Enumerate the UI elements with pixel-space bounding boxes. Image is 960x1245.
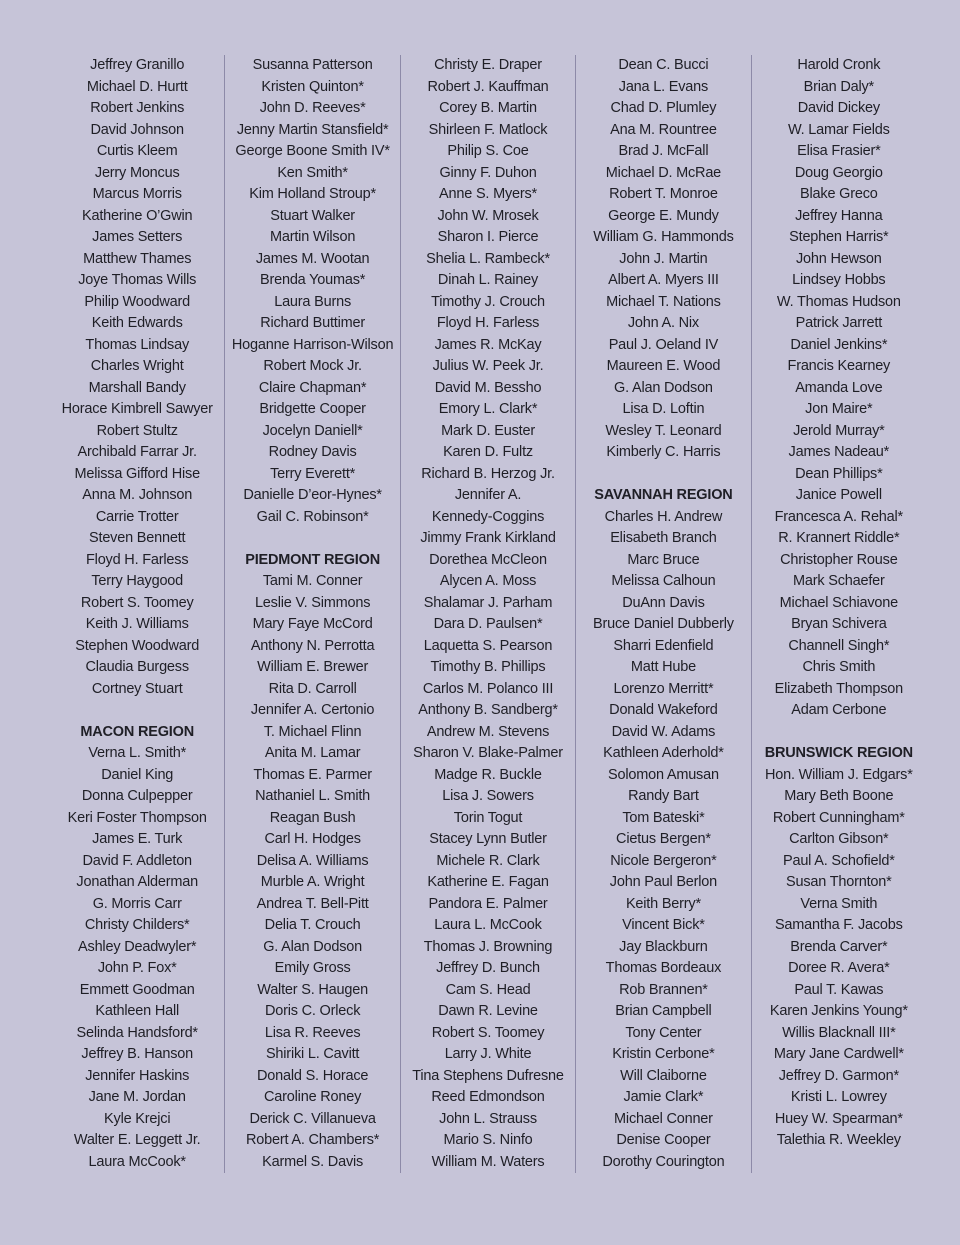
member-name: Donald Wakeford: [609, 702, 718, 718]
member-name: Shelia L. Rambeck*: [426, 250, 550, 267]
member-name: Stuart Walker: [270, 207, 355, 224]
member-name: Albert A. Myers III: [608, 272, 719, 288]
member-name: Christy Childers*: [84, 917, 190, 933]
member-name: Walter S. Haugen: [257, 981, 368, 998]
member-name: Daniel King: [101, 766, 174, 783]
member-name: Corey B. Martin: [439, 100, 537, 116]
member-name: Timothy B. Phillips: [430, 659, 546, 675]
member-name: Jonathan Alderman: [76, 874, 198, 890]
member-name: John D. Reeves*: [259, 100, 366, 116]
member-name: Laura McCook*: [88, 1153, 186, 1170]
member-name: Sharon V. Blake-Palmer: [413, 745, 563, 761]
member-name: Thomas E. Parmer: [253, 766, 372, 783]
member-name: Kim Holland Stroup*: [249, 186, 376, 202]
member-name: Andrew M. Stevens: [426, 723, 550, 740]
member-name: Timothy J. Crouch: [431, 293, 545, 310]
member-name: Steven Bennett: [89, 530, 186, 546]
member-name: Robert A. Chambers*: [246, 1132, 380, 1148]
member-name: Kristin Cerbone*: [612, 1046, 715, 1062]
member-name: Carl H. Hodges: [264, 831, 361, 847]
member-name: John Paul Berlon: [609, 874, 718, 890]
member-name: Keri Foster Thompson: [67, 809, 207, 826]
member-name: Michael Schiavone: [779, 594, 898, 611]
member-name: Horace Kimbrell Sawyer: [61, 401, 213, 417]
member-name: Kristi L. Lowrey: [790, 1089, 887, 1105]
member-name: Jana L. Evans: [618, 78, 709, 95]
member-name: Brad J. McFall: [618, 143, 709, 159]
member-name: Sharri Edenfield: [613, 637, 714, 654]
member-name: John P. Fox*: [97, 960, 177, 976]
member-name: Ginny F. Duhon: [439, 164, 537, 181]
name-column-2: [224, 55, 399, 1173]
member-name: Melissa Calhoun: [611, 573, 716, 589]
member-name: Selinda Handsford*: [76, 1024, 198, 1041]
member-name: Kathleen Hall: [95, 1003, 180, 1019]
member-name: Charles H. Andrew: [604, 508, 723, 525]
member-name: T. Michael Flinn: [263, 723, 362, 740]
member-name: Talethia R. Weekley: [776, 1132, 901, 1148]
member-name: Katherine O’Gwin: [81, 207, 193, 224]
member-name: Tina Stephens Dufresne: [412, 1067, 564, 1084]
member-name: Carlos M. Polanco III: [422, 680, 554, 697]
member-name: George Boone Smith IV*: [235, 143, 390, 159]
member-name: Caroline Roney: [264, 1089, 362, 1105]
member-name: Dorethea McCleon: [429, 551, 547, 568]
member-name: Kristen Quinton*: [261, 78, 364, 95]
member-name: Lisa J. Sowers: [442, 788, 534, 804]
member-name: Floyd H. Farless: [86, 551, 189, 568]
member-name: Jennifer A. Certonio: [250, 702, 375, 718]
member-name: Lisa R. Reeves: [264, 1024, 361, 1041]
member-name: Nicole Bergeron*: [610, 852, 717, 869]
member-name: G. Alan Dodson: [614, 379, 713, 396]
member-name: Stephen Harris*: [789, 229, 889, 245]
member-name: Laura Burns: [274, 293, 351, 310]
member-name: Cietus Bergen*: [616, 831, 711, 847]
region-heading: PIEDMONT REGION: [245, 551, 380, 568]
member-name: William E. Brewer: [257, 659, 369, 675]
member-name: Martin Wilson: [269, 229, 356, 245]
member-name: Wesley T. Leonard: [605, 422, 722, 439]
member-name: Anna M. Johnson: [82, 487, 193, 503]
member-name: Matt Hube: [630, 659, 696, 675]
member-name: Robert S. Toomey: [431, 1024, 545, 1041]
member-name: Jimmy Frank Kirkland: [420, 530, 556, 546]
member-name: Thomas Bordeaux: [605, 960, 722, 976]
member-name: Mary Beth Boone: [784, 788, 894, 804]
member-name: John L. Strauss: [439, 1110, 537, 1127]
member-name: Claire Chapman*: [258, 379, 367, 396]
member-name: Jeffrey Granillo: [90, 57, 185, 73]
member-name: Chris Smith: [802, 659, 876, 675]
member-name: Stephen Woodward: [75, 637, 200, 654]
member-name: Marc Bruce: [627, 551, 700, 568]
member-name: Shalamar J. Parham: [423, 594, 553, 611]
member-name: Paul T. Kawas: [794, 981, 884, 998]
member-name: David W. Adams: [611, 723, 716, 740]
member-name: W. Lamar Fields: [787, 121, 890, 138]
member-name: Brian Daly*: [803, 78, 874, 95]
member-name: David F. Addleton: [82, 852, 192, 869]
member-name: Jeffrey D. Bunch: [436, 960, 540, 976]
member-name: Vincent Bick*: [622, 917, 705, 933]
member-name: Paul J. Oeland IV: [608, 336, 719, 353]
member-name: Robert Stultz: [96, 422, 178, 439]
member-name: Randy Bart: [628, 788, 699, 804]
member-name: Derick C. Villanueva: [249, 1110, 376, 1127]
member-name: Michael D. McRae: [605, 164, 722, 181]
member-name: Ken Smith*: [277, 164, 348, 181]
member-name: Murble A. Wright: [260, 874, 365, 890]
member-name: Jon Maire*: [805, 401, 873, 417]
member-name: Michele R. Clark: [436, 852, 540, 869]
member-name: Hoganne Harrison-Wilson: [231, 336, 394, 353]
member-name: George E. Mundy: [608, 207, 719, 224]
member-name: William G. Hammonds: [593, 229, 734, 245]
section-spacer: [576, 464, 750, 486]
member-name: Anthony N. Perrotta: [250, 637, 375, 654]
member-name: William M. Waters: [431, 1153, 545, 1170]
member-name: David M. Bessho: [434, 379, 542, 396]
member-name: Larry J. White: [444, 1046, 532, 1062]
member-name: Doree R. Avera*: [788, 960, 890, 976]
member-name: Delia T. Crouch: [264, 917, 361, 933]
member-name: Emmett Goodman: [79, 981, 195, 998]
member-name: Jane M. Jordan: [88, 1089, 186, 1105]
member-name: Robert Cunningham*: [772, 809, 905, 826]
member-name: Christy E. Draper: [434, 57, 542, 73]
member-name: Laquetta S. Pearson: [423, 637, 553, 654]
member-name: R. Krannert Riddle*: [778, 530, 900, 546]
member-name: Amanda Love: [795, 379, 883, 396]
section-spacer: [50, 700, 224, 722]
member-name: Michael Conner: [614, 1110, 713, 1127]
member-name: Gail C. Robinson*: [256, 508, 369, 525]
member-name: Anne S. Myers*: [439, 186, 537, 202]
member-name: Willis Blacknall III*: [782, 1024, 896, 1041]
member-name: Kyle Krejci: [104, 1110, 171, 1127]
member-name: Robert J. Kauffman: [427, 78, 549, 95]
member-name: Torin Togut: [453, 809, 523, 826]
member-name: Stacey Lynn Butler: [429, 831, 547, 847]
member-name: W. Thomas Hudson: [776, 293, 901, 310]
member-name: Tom Bateski*: [622, 809, 705, 826]
member-name: Philip S. Coe: [447, 143, 529, 159]
member-name: Archibald Farrar Jr.: [77, 444, 197, 460]
member-name: Jeffrey D. Garmon*: [778, 1067, 899, 1084]
member-name: Reagan Bush: [269, 809, 356, 826]
member-name: Christopher Rouse: [780, 551, 898, 568]
member-name: Jerold Murray*: [793, 422, 885, 439]
member-name: Channell Singh*: [788, 637, 890, 654]
member-name: Francesca A. Rehal*: [774, 508, 904, 525]
member-name: Joye Thomas Wills: [78, 272, 197, 288]
member-name: Mario S. Ninfo: [443, 1132, 533, 1148]
member-name: Dean C. Bucci: [618, 57, 709, 73]
member-name: DuAnn Davis: [622, 594, 705, 611]
member-name: Matthew Thames: [83, 250, 192, 267]
member-name: Dawn R. Levine: [438, 1003, 538, 1019]
member-name: Jennifer A.: [454, 487, 522, 503]
member-name: Karen D. Fultz: [443, 444, 533, 460]
member-name: Will Claiborne: [620, 1067, 707, 1084]
member-name: James Nadeau*: [788, 444, 890, 460]
member-name: Anthony B. Sandberg*: [418, 702, 558, 718]
member-name: Jenny Martin Stansfield*: [236, 121, 389, 138]
member-name: Mary Faye McCord: [252, 616, 373, 632]
member-name: Tami M. Conner: [262, 573, 363, 589]
member-name: Katherine E. Fagan: [427, 874, 549, 890]
member-name: Rita D. Carroll: [268, 680, 357, 697]
member-name: Madge R. Buckle: [434, 766, 542, 783]
member-name: Melissa Gifford Hise: [74, 465, 200, 482]
member-name: Paul A. Schofield*: [782, 852, 895, 869]
member-name: Mark Schaefer: [792, 573, 885, 589]
member-name: Maureen E. Wood: [606, 358, 721, 374]
member-name: Mark D. Euster: [441, 422, 535, 439]
member-name: Charles Wright: [90, 358, 184, 374]
member-name: Verna Smith: [800, 895, 878, 912]
member-name: Blake Greco: [800, 186, 878, 202]
member-name: Rodney Davis: [268, 444, 357, 460]
member-name: Shiriki L. Cavitt: [265, 1046, 360, 1062]
member-name: Jamie Clark*: [623, 1089, 704, 1105]
name-columns: [50, 55, 926, 1173]
member-name: John Hewson: [795, 250, 882, 267]
member-name: Robert Mock Jr.: [263, 358, 362, 374]
member-name: Carlton Gibson*: [789, 831, 889, 847]
member-name: Nathaniel L. Smith: [255, 788, 371, 804]
member-name: Emily Gross: [274, 960, 351, 976]
member-name: Dorothy Courington: [602, 1153, 725, 1170]
member-name: James Setters: [92, 229, 183, 245]
member-name: Delisa A. Williams: [256, 852, 369, 869]
region-heading: SAVANNAH REGION: [594, 487, 733, 503]
member-name: Susan Thornton*: [786, 874, 892, 890]
member-name: John W. Mrosek: [437, 207, 539, 224]
member-name: Michael D. Hurtt: [86, 78, 188, 95]
member-name: John A. Nix: [627, 315, 699, 331]
member-name: Marshall Bandy: [88, 379, 186, 396]
member-name: Donna Culpepper: [81, 788, 193, 804]
member-name: James M. Wootan: [255, 250, 370, 267]
member-name: Ana M. Rountree: [610, 121, 717, 138]
section-spacer: [752, 722, 926, 744]
member-name: Jay Blackburn: [619, 938, 708, 955]
member-name: Terry Haygood: [91, 573, 184, 589]
region-heading: MACON REGION: [80, 723, 194, 740]
member-name: Karen Jenkins Young*: [769, 1003, 908, 1019]
member-name: Lindsey Hobbs: [792, 272, 886, 288]
member-name: Thomas Lindsay: [85, 336, 189, 353]
member-name: Tony Center: [625, 1024, 702, 1041]
member-name: Huey W. Spearman*: [774, 1110, 903, 1127]
member-name: Harold Cronk: [797, 57, 881, 73]
member-name: Marcus Morris: [92, 186, 182, 202]
member-name: Kimberly C. Harris: [606, 444, 721, 460]
member-name: Anita M. Lamar: [264, 745, 361, 761]
member-name: Thomas J. Browning: [423, 938, 553, 955]
name-column-4: [575, 55, 750, 1173]
member-name: Lorenzo Merritt*: [613, 680, 714, 697]
member-name: Susanna Patterson: [252, 57, 373, 73]
member-name: Claudia Burgess: [85, 659, 189, 675]
member-name: Robert T. Monroe: [609, 186, 718, 202]
member-name: Brenda Youmas*: [259, 272, 366, 288]
member-name: Curtis Kleem: [96, 143, 178, 159]
member-name: James R. McKay: [434, 336, 542, 353]
member-name: Robert S. Toomey: [80, 594, 194, 611]
member-name: Solomon Amusan: [607, 766, 719, 783]
member-name: Richard B. Herzog Jr.: [421, 465, 555, 482]
member-name: Brenda Carver*: [790, 938, 888, 955]
member-name: Kathleen Aderhold*: [603, 745, 724, 761]
name-column-3: [400, 55, 575, 1173]
member-name: Brian Campbell: [615, 1003, 712, 1019]
member-name: Janice Powell: [795, 487, 882, 503]
member-name: Chad D. Plumley: [610, 100, 717, 116]
member-name: Dinah L. Rainey: [437, 272, 539, 288]
member-name: Jennifer Haskins: [85, 1067, 190, 1084]
member-name: Danielle D’eor-Hynes*: [243, 487, 382, 503]
member-name: Hon. William J. Edgars*: [764, 766, 913, 783]
member-name: Sharon I. Pierce: [437, 229, 539, 245]
member-name: Philip Woodward: [84, 293, 190, 310]
member-name: Emory L. Clark*: [438, 401, 538, 417]
member-name: Kennedy-Coggins: [431, 508, 545, 525]
member-name: Bryan Schivera: [791, 616, 887, 632]
member-name: Julius W. Peek Jr.: [432, 358, 544, 374]
member-name: G. Morris Carr: [92, 895, 182, 912]
member-name: Mary Jane Cardwell*: [773, 1046, 904, 1062]
member-name: Samantha F. Jacobs: [774, 917, 903, 933]
member-name: G. Alan Dodson: [263, 938, 362, 955]
member-name: Daniel Jenkins*: [790, 336, 888, 353]
member-name: Francis Kearney: [787, 358, 891, 374]
member-name: Terry Everett*: [270, 465, 356, 482]
member-name: Patrick Jarrett: [795, 315, 883, 331]
section-spacer: [225, 528, 399, 550]
region-heading: BRUNSWICK REGION: [764, 745, 913, 761]
member-name: Jeffrey B. Hanson: [81, 1046, 193, 1062]
member-name: Richard Buttimer: [260, 315, 365, 331]
member-name: Jocelyn Daniell*: [262, 422, 363, 439]
name-column-1: [50, 55, 224, 1173]
member-name: Elizabeth Thompson: [774, 680, 903, 697]
member-name: Shirleen F. Matlock: [428, 121, 548, 138]
member-name: Elisa Frasier*: [797, 143, 881, 159]
member-name: David Johnson: [90, 121, 184, 138]
name-column-5: [751, 55, 926, 1173]
member-name: Andrea T. Bell-Pitt: [256, 895, 369, 912]
member-name: Doris C. Orleck: [264, 1003, 361, 1019]
member-name: Bridgette Cooper: [259, 401, 366, 417]
member-name: Robert Jenkins: [90, 100, 185, 116]
member-name: Ashley Deadwyler*: [78, 938, 197, 955]
member-name: Carrie Trotter: [95, 508, 179, 525]
member-name: Lisa D. Loftin: [622, 401, 705, 417]
member-name: Laura L. McCook: [434, 917, 542, 933]
member-name: Michael T. Nations: [606, 293, 721, 310]
member-name: Cortney Stuart: [91, 680, 183, 697]
member-name: John J. Martin: [619, 250, 708, 267]
member-name: Jeffrey Hanna: [795, 207, 883, 224]
member-name: Keith Edwards: [91, 315, 183, 331]
member-name: Doug Georgio: [794, 164, 883, 181]
member-name: Walter E. Leggett Jr.: [73, 1132, 201, 1148]
member-name: Cam S. Head: [445, 981, 531, 998]
member-name: Denise Cooper: [616, 1132, 711, 1148]
member-name: Karmel S. Davis: [262, 1153, 364, 1170]
member-name: Floyd H. Farless: [436, 315, 540, 331]
member-name: Jerry Moncus: [94, 164, 180, 181]
member-name: Donald S. Horace: [256, 1067, 369, 1084]
member-name: Adam Cerbone: [791, 702, 887, 718]
member-name: Elisabeth Branch: [610, 530, 717, 546]
member-name: Alycen A. Moss: [439, 573, 537, 589]
member-name: James E. Turk: [92, 831, 183, 847]
member-name: Leslie V. Simmons: [254, 594, 371, 611]
member-name: Keith J. Williams: [85, 616, 189, 632]
member-name: Rob Brannen*: [619, 981, 708, 998]
member-name: Verna L. Smith*: [88, 745, 187, 761]
member-name: Reed Edmondson: [431, 1089, 545, 1105]
member-name: David Dickey: [797, 100, 880, 116]
member-name: Pandora E. Palmer: [428, 895, 548, 912]
member-name: Keith Berry*: [625, 895, 701, 912]
member-name: Bruce Daniel Dubberly: [592, 616, 734, 632]
member-name: Dara D. Paulsen*: [433, 616, 543, 632]
member-name: Dean Phillips*: [795, 465, 883, 482]
